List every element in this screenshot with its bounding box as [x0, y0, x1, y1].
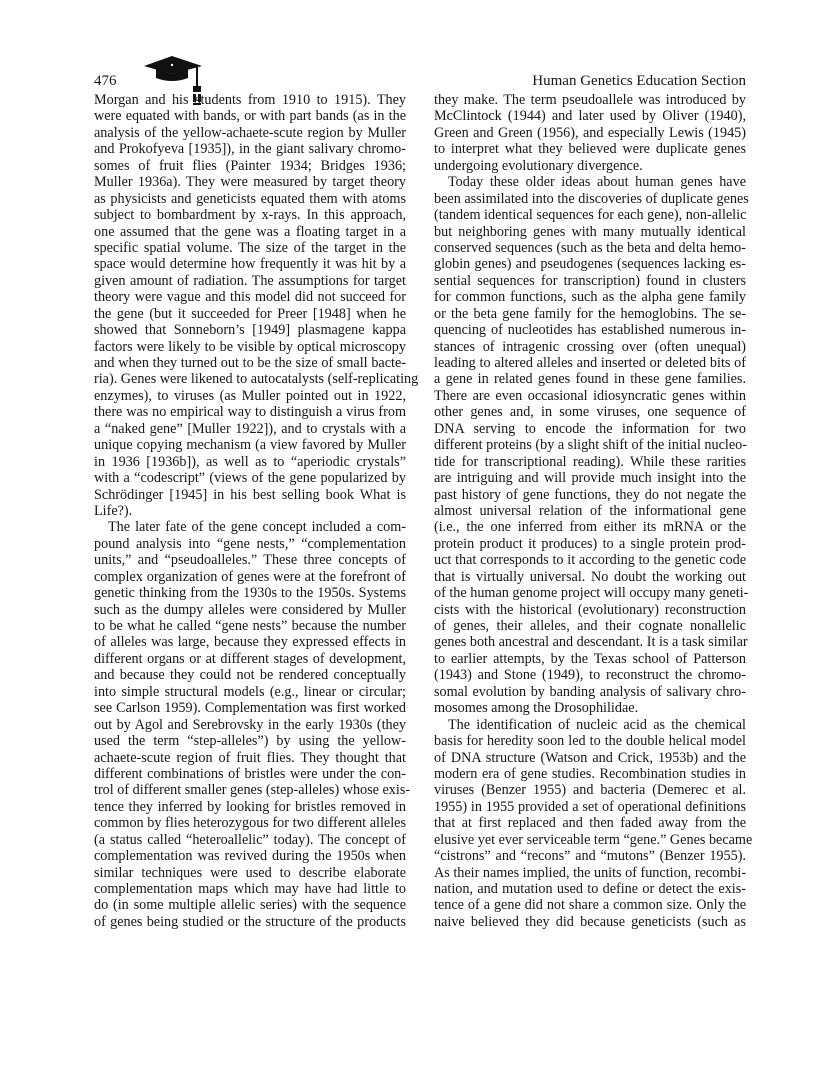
text-line: pound analysis into “gene nests,” “complementation [94, 535, 406, 552]
text-line: factors were likely to be visible by optical microscopy [94, 338, 406, 355]
text-line: to interpret what they believed were duplicate genes [434, 141, 746, 158]
text-line: as physicists and geneticists equated them with atoms [94, 190, 406, 207]
text-line: leading to altered alleles and inserted or deleted bits of [434, 355, 746, 371]
text-line: of DNA structure (Watson and Crick, 1953b) and the [434, 749, 746, 766]
text-line: trol of different smaller genes (step-alleles) whose exis- [94, 782, 411, 799]
text-line: enzymes), to viruses (as Muller pointed out in 1922, [94, 387, 406, 404]
text-line: stances of intragenic crossing over (often unequal) [434, 338, 746, 355]
text-line: of genes, their alleles, and their cognate nonallelic [434, 618, 746, 634]
text-line: and because they could not be rendered conceptually [94, 667, 406, 684]
text-line: in 1936 [1936b]), as well as to “aperiodic crystals” [94, 453, 406, 470]
text-line: analysis of the yellow-achaete-scute region by Muller [94, 124, 406, 141]
text-line: somes of fruit flies (Painter 1934; Bridges 1936; [94, 157, 406, 174]
text-line: given amount of radiation. The assumptions for target [94, 272, 406, 289]
text-line: viruses (Benzer 1955) and bacteria (Demerec et al. [434, 782, 746, 799]
text-line: almost universal relation of the informational gene [434, 502, 746, 519]
text-line: The later fate of the gene concept included a com- [108, 519, 406, 536]
text-line: theory were vague and this model did not succeed for [94, 289, 406, 306]
running-title: Human Genetics Education Section [532, 73, 746, 89]
paragraph [94, 92, 419, 519]
text-line: different combinations of bristles were under the con- [94, 765, 406, 782]
text-line: modern era of gene studies. Recombination studies in [434, 765, 746, 782]
text-line: common by flies heterozygous for two different alleles [94, 815, 406, 832]
text-line: see Carlson 1959). Complementation was first worked [94, 700, 406, 717]
text-line: into simple structural models (e.g., linear or circular; [94, 683, 406, 700]
text-line: (a status called “heteroallelic” today). The concept of [94, 831, 406, 848]
text-line: DNA serving to encode the information for two [434, 420, 746, 437]
paragraph [434, 174, 749, 717]
text-line: that at first replaced and then faded away from the [434, 815, 746, 832]
text-line: tence of a gene did not share a common size. Only the [434, 897, 746, 914]
text-line: As their names implied, the units of function, recombi- [434, 864, 747, 881]
text-line: sential sequences for transcription) found in clusters [434, 272, 746, 289]
text-line: complementation maps which may have had little to [94, 881, 406, 897]
text-line: uct that corresponds to it according to the genetic code [434, 552, 746, 569]
text-line: been assimilated into the discoveries of duplicate genes [434, 190, 749, 207]
text-line: Muller 1936a). They were measured by target theory [94, 174, 406, 191]
text-line: Life?). [94, 502, 133, 519]
text-line: there was no empirical way to distinguish a virus from [94, 404, 406, 421]
text-line: of alleles was large, because they expressed effects in [94, 634, 406, 651]
text-line: but neighboring genes with many mutually identical [434, 223, 746, 240]
text-line: Today these older ideas about human genes have [448, 174, 746, 191]
text-line: undergoing evolutionary divergence. [434, 157, 643, 174]
text-line: mosomes among the Drosophilidae. [434, 700, 639, 717]
text-line: Green and Green (1956), and especially Lewis (1945) [434, 124, 746, 141]
text-line: used the term “step-alleles”) by using the yellow- [94, 733, 406, 750]
text-line: 1955) in 1955 provided a set of operational definitions [434, 798, 746, 815]
text-line: There are even occasional idiosyncratic genes within [434, 387, 746, 404]
text-line: for common functions, such as the alpha gene family [434, 289, 746, 306]
text-line: globin genes) and pseudogenes (sequences lacking es- [434, 256, 746, 273]
text-line: do (in some multiple allelic series) with the sequence [94, 897, 406, 914]
page-number: 476 [94, 73, 117, 89]
text-line: (1943) and Stone (1949), to reconstruct the chromo- [434, 667, 746, 684]
text-line: a “naked gene” [Muller 1922]), and to crystals with a [94, 420, 406, 437]
text-line: specific spatial volume. The size of the target in the [94, 239, 406, 256]
text-line: conserved sequences (such as the beta and delta hemo- [434, 239, 746, 256]
text-line: they make. The term pseudoallele was introduced by [434, 92, 746, 108]
right-column [434, 92, 753, 930]
text-line: “cistrons” and “recons” and “mutons” (Benzer 1955). [434, 848, 746, 865]
paragraph [434, 716, 753, 931]
text-line: subject to bombardment by x-rays. In this approach, [94, 207, 406, 224]
text-line: with a “codescript” (views of the gene popularized by [94, 470, 406, 487]
text-line: different organs or at different stages of development, [94, 650, 406, 667]
text-line: Morgan and his students from 1910 to 1915). They [94, 92, 406, 108]
text-line: units,” and “pseudoalleles.” These three concepts of [94, 552, 406, 569]
text-line: The identification of nucleic acid as the chemical [448, 716, 746, 733]
paragraph [94, 519, 411, 930]
text-line: past history of gene functions, they do not negate the [434, 486, 746, 503]
text-line: a gene in related genes found in these gene families. [434, 371, 746, 388]
text-line: of genes being studied or the structure of the products [94, 913, 406, 930]
text-line: different proteins (by a slight shift of the initial nucleo- [434, 437, 747, 454]
text-line: were equated with bands, or with part bands (as in the [94, 108, 406, 125]
text-line: elusive yet ever serviceable term “gene.” Genes became [434, 831, 753, 848]
text-line: to be what he called “gene nests” because the number [94, 618, 406, 634]
text-line: or the beta gene family for the hemoglobins. The se- [434, 305, 746, 322]
text-line: are intriguing and will provide much insight into the [434, 470, 746, 487]
text-line: genes both ancestral and descendant. It is a task similar [434, 634, 748, 651]
text-line: tide for transcriptional reading). While these rarities [434, 453, 746, 470]
text-line: and Prokofyeva [1935]), in the giant salivary chromo- [94, 141, 406, 158]
text-line: basis for heredity soon led to the double helical model [434, 733, 746, 750]
text-line: complex organization of genes were at the forefront of [94, 568, 406, 585]
text-line: Schrödinger [1945] in his best selling book What is [94, 486, 406, 503]
text-line: such as the dumpy alleles were considered by Muller [94, 601, 406, 618]
text-line: (i.e., the one inferred from either its mRNA or the [434, 519, 746, 536]
text-line: space would determine how frequently it was hit by a [94, 256, 406, 273]
text-line: protein product it produces) to a single protein prod- [434, 535, 746, 552]
text-line: to earlier attempts, by the Texas school of Patterson [434, 650, 746, 667]
text-line: ria). Genes were likened to autocatalysts (self-replicating [94, 371, 419, 388]
text-line: nation, and mutation used to define or detect the exis- [434, 881, 746, 897]
text-line: other genes and, in some viruses, one sequence of [434, 404, 746, 421]
text-line: tence they inferred by looking for bristles removed in [94, 798, 406, 815]
left-column [94, 92, 419, 930]
text-line: complementation was revived during the 1950s when [94, 848, 406, 865]
text-line: showed that Sonneborn’s [1949] plasmagene kappa [94, 322, 406, 339]
text-line: achaete-scute region of fruit flies. They thought that [94, 749, 406, 766]
text-line: out by Agol and Serebrovsky in the early 1930s (they [94, 716, 406, 733]
text-line: cists with the historical (evolutionary) reconstruction [434, 601, 746, 618]
text-line: of the human genome project will occupy many geneti- [434, 585, 749, 602]
text-line: naive believed they did because geneticists (such as [434, 913, 746, 930]
text-line: genetic thinking from the 1930s to the 1950s. Systems [94, 585, 406, 602]
text-line: (tandem identical sequences for each gene), non-allelic [434, 207, 747, 224]
text-line: unique copying mechanism (a view favored by Muller [94, 437, 406, 454]
text-line: quencing of nucleotides has established numerous in- [434, 322, 746, 339]
text-line: one assumed that the gene was a floating target in a [94, 223, 406, 240]
text-line: and when they turned out to be the size of small bacte- [94, 355, 406, 371]
paragraph [434, 92, 746, 174]
text-line: that is virtually universal. No doubt the working out [434, 568, 746, 585]
text-line: McClintock (1944) and later used by Oliver (1940), [434, 108, 746, 125]
text-line: the gene (but it succeeded for Preer [1948] when he [94, 305, 406, 322]
text-line: somal evolution by banding analysis of salivary chro- [434, 683, 746, 700]
text-line: similar techniques were used to describe elaborate [94, 864, 406, 881]
